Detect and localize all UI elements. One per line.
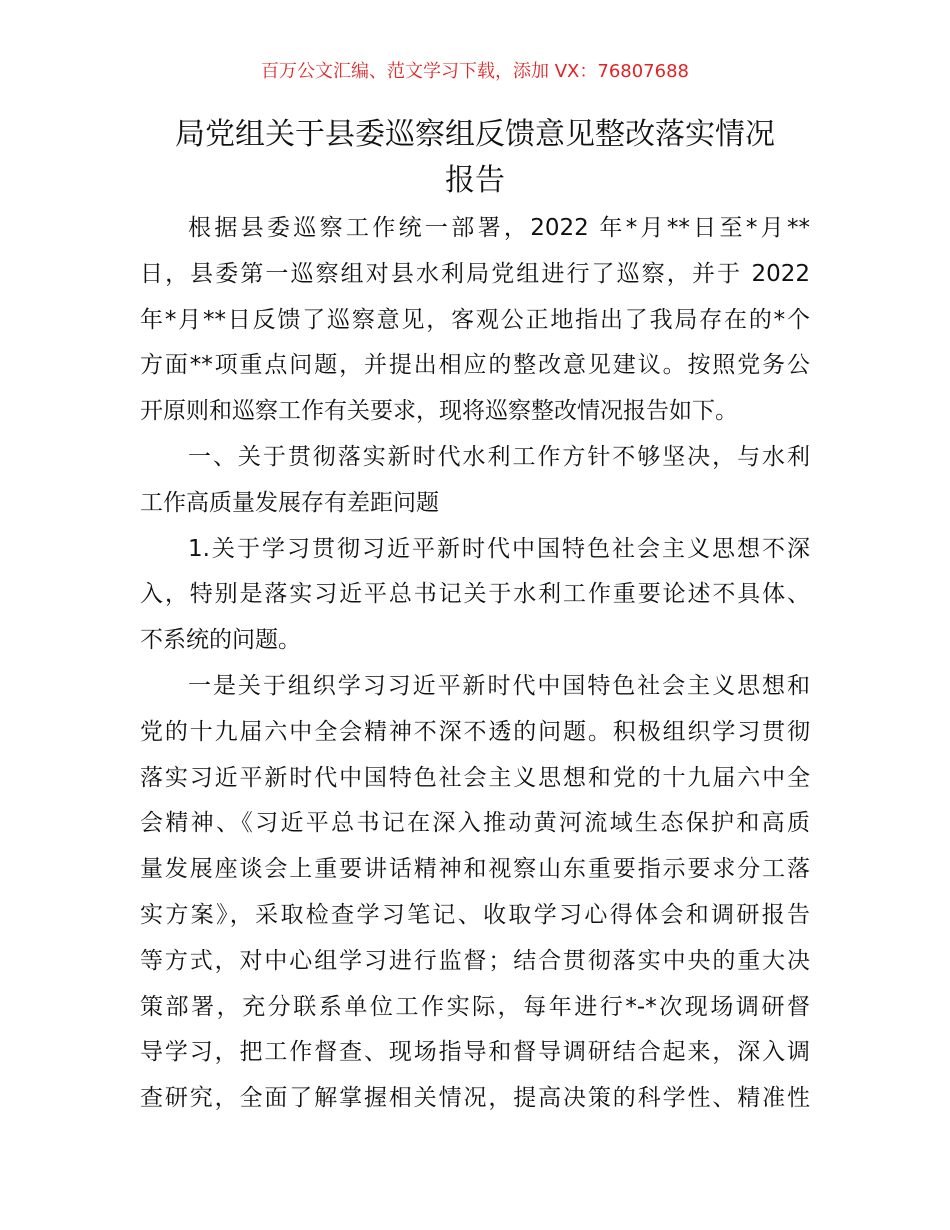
- paragraph-line: 工作高质量发展存有差距问题: [140, 489, 439, 516]
- paragraph-line: 日，县委第一巡察组对县水利局党组进行了巡察，并于 2022: [140, 260, 810, 287]
- paragraph-line: 量发展座谈会上重要讲话精神和视察山东重要指示要求分工落: [140, 856, 810, 883]
- paragraph-line: 实方案》，采取检查学习笔记、收取学习心得体会和调研报告: [140, 901, 810, 928]
- paragraph-line: 一是关于组织学习习近平新时代中国特色社会主义思想和: [188, 672, 810, 699]
- paragraph-line: 不系统的问题。: [140, 627, 301, 654]
- paragraph-line: 落实习近平新时代中国特色社会主义思想和党的十九届六中全: [140, 764, 810, 791]
- document-title: [140, 112, 810, 204]
- paragraph: [140, 435, 810, 527]
- paragraph-line: 1.关于学习贯彻习近平新时代中国特色社会主义思想不深: [188, 535, 810, 562]
- paragraph-line: 策部署，充分联系单位工作实际，每年进行*-*次现场调研督: [140, 993, 810, 1020]
- title-line-1: 局党组关于县委巡察组反馈意见整改落实情况: [175, 117, 775, 152]
- paragraph-line: 一、关于贯彻落实新时代水利工作方针不够坚决，与水利: [188, 443, 810, 470]
- paragraph-line: 入，特别是落实习近平总书记关于水利工作重要论述不具体、: [140, 581, 810, 608]
- paragraph: [140, 664, 810, 1122]
- paragraph-line: 开原则和巡察工作有关要求，现将巡察整改情况报告如下。: [140, 398, 738, 425]
- paragraph: [140, 206, 810, 435]
- document-body: [140, 206, 810, 1122]
- paragraph: [140, 527, 810, 664]
- watermark-banner: 百万公文汇编、范文学习下载，添加 VX：76807688: [261, 61, 689, 82]
- paragraph-line: 查研究，全面了解掌握相关情况，提高决策的科学性、精准性: [140, 1085, 810, 1112]
- paragraph-line: 方面**项重点问题，并提出相应的整改意见建议。按照党务公: [140, 352, 810, 379]
- paragraph-line: 会精神、《习近平总书记在深入推动黄河流域生态保护和高质: [140, 810, 810, 837]
- title-line-2: 报告: [445, 163, 505, 198]
- paragraph-line: 年*月**日反馈了巡察意见，客观公正地指出了我局存在的*个: [140, 306, 810, 333]
- paragraph-line: 党的十九届六中全会精神不深不透的问题。积极组织学习贯彻: [140, 718, 810, 745]
- paragraph-line: 根据县委巡察工作统一部署，2022 年*月**日至*月**: [188, 215, 810, 241]
- paragraph-line: 导学习，把工作督查、现场指导和督导调研结合起来，深入调: [140, 1039, 810, 1066]
- paragraph-line: 等方式，对中心组学习进行监督；结合贯彻落实中央的重大决: [140, 947, 810, 974]
